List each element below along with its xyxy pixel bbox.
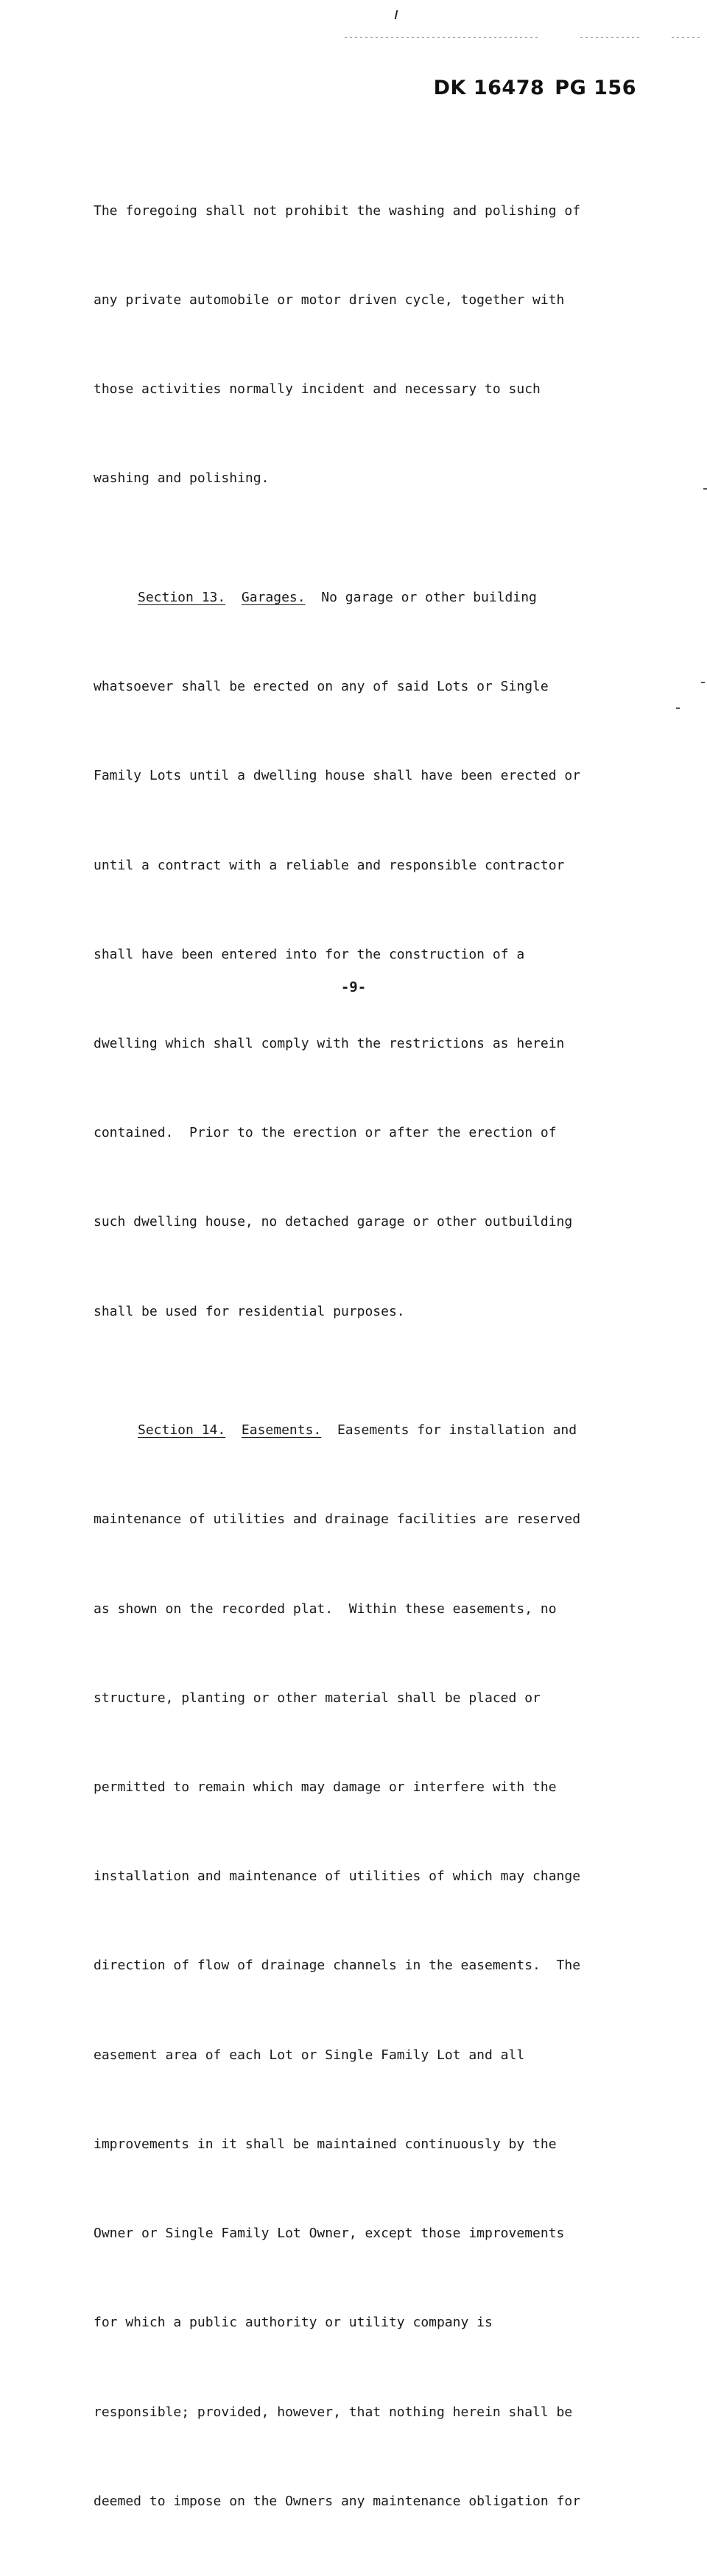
text-line: maintenance of utilities and drainage facilities are reserved bbox=[94, 1511, 581, 1528]
text-line: shall have been entered into for the construction of a bbox=[94, 946, 525, 962]
text-line: Owner or Single Family Lot Owner, except those improvements bbox=[94, 2226, 565, 2242]
section-13-first-line: No garage or other building bbox=[321, 590, 537, 606]
book-number: DK 16478 bbox=[433, 77, 545, 99]
text-line: whatsoever shall be erected on any of said Lots or Single bbox=[94, 679, 549, 695]
section-14-first-line: Easements for installation and bbox=[337, 1422, 577, 1439]
text-line: until a contract with a reliable and responsible contractor bbox=[94, 857, 565, 873]
text-line: deemed to impose on the Owners any maintenance obligation for bbox=[94, 2493, 581, 2509]
section-14-heading-line bbox=[94, 1416, 646, 1445]
section-13-title: Garages. bbox=[241, 590, 306, 606]
book-page-reference bbox=[434, 77, 636, 99]
text-line: responsible; provided, however, that nothing herein shall be bbox=[94, 2404, 573, 2420]
text-line: easement area of each Lot or Single Family Lot and all bbox=[94, 2047, 525, 2063]
text-line: as shown on the recorded plat. Within these easements, no bbox=[94, 1601, 557, 1617]
scan-artifact-dot bbox=[676, 707, 680, 709]
section-13-heading-line bbox=[94, 583, 646, 613]
document-body bbox=[94, 137, 646, 2576]
scan-artifact-line bbox=[345, 37, 538, 38]
text-line: improvements in it shall be maintained continuously by the bbox=[94, 2136, 557, 2152]
text-line: dwelling which shall comply with the restrictions as herein bbox=[94, 1036, 565, 1052]
text-line: Family Lots until a dwelling house shall have been erected or bbox=[94, 768, 581, 784]
scan-artifact-dot bbox=[701, 682, 705, 683]
scan-artifact-line bbox=[672, 37, 703, 38]
text-line: direction of flow of drainage channels in the easements. The bbox=[94, 1958, 581, 1974]
section-14-title: Easements. bbox=[241, 1422, 322, 1439]
text-line: any private automobile or motor driven cycle, together with bbox=[94, 292, 565, 308]
text-line: those activities normally incident and necessary to such bbox=[94, 381, 541, 398]
section-13-label: Section 13. bbox=[138, 590, 226, 606]
section-14-label: Section 14. bbox=[138, 1422, 226, 1439]
text-line: shall be used for residential purposes. bbox=[94, 1303, 405, 1319]
text-line: such dwelling house, no detached garage or other outbuilding bbox=[94, 1214, 573, 1230]
page-number: -9- bbox=[340, 979, 367, 995]
scan-artifact-mark bbox=[395, 10, 398, 19]
text-line: installation and maintenance of utilities of which may change bbox=[94, 1869, 581, 1885]
text-line: permitted to remain which may damage or interfere with the bbox=[94, 1779, 557, 1796]
text-line: for which a public authority or utility company is bbox=[94, 2315, 493, 2331]
page-reference-number: PG 156 bbox=[555, 77, 636, 99]
text-line: contained. Prior to the erection or after the erection of bbox=[94, 1125, 557, 1141]
text-line: structure, planting or other material shall be placed or bbox=[94, 1690, 541, 1706]
text-line: washing and polishing. bbox=[94, 470, 270, 487]
scan-artifact-dot bbox=[703, 488, 707, 490]
scan-artifact-line bbox=[580, 37, 641, 38]
text-line: The foregoing shall not prohibit the washing and polishing of bbox=[94, 202, 581, 219]
